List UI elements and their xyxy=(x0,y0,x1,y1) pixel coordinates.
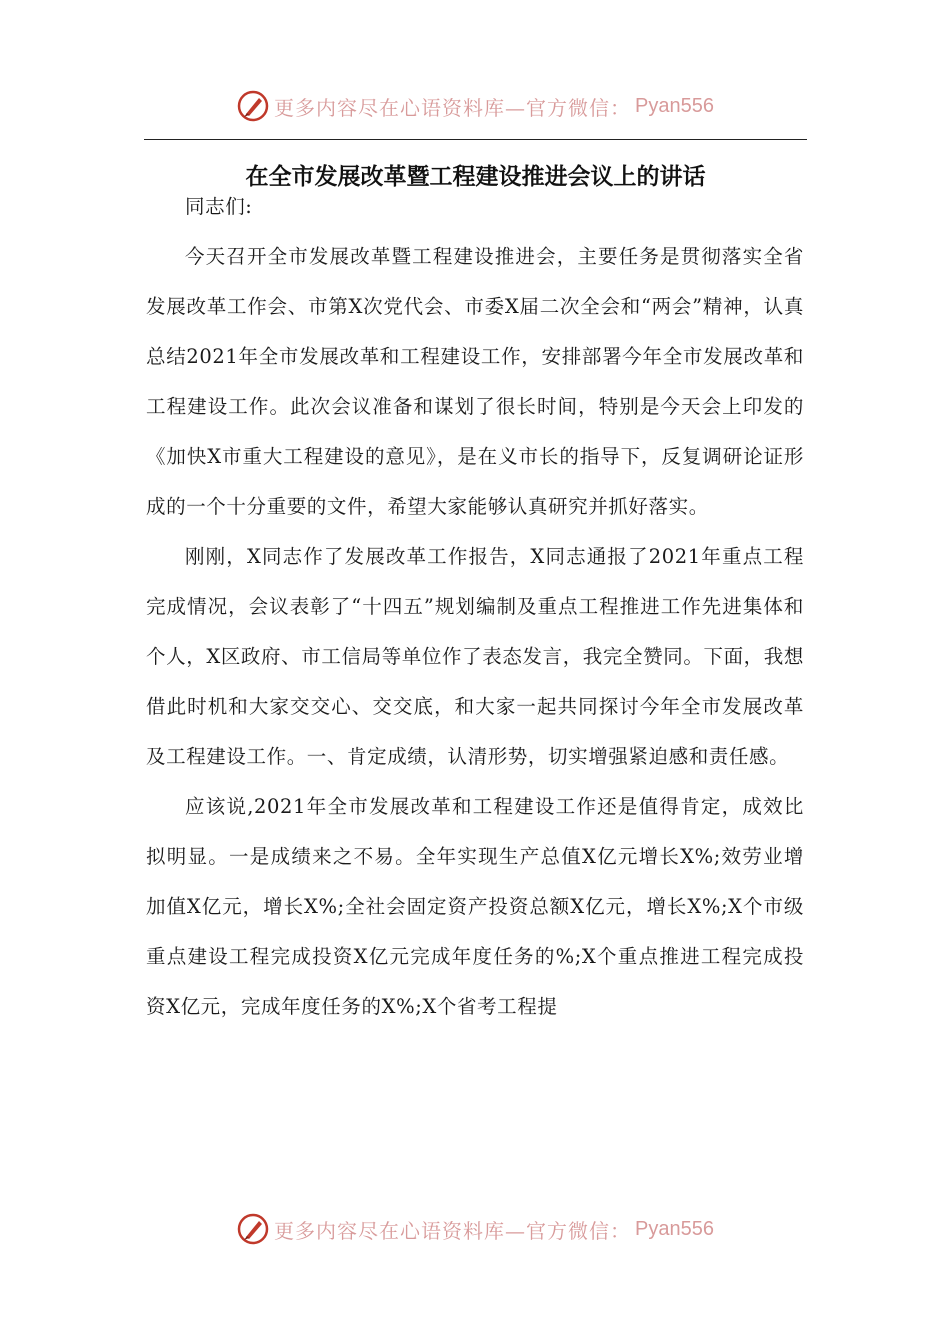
header-divider xyxy=(144,139,807,140)
document-body xyxy=(146,182,804,1032)
watermark-text: 更多内容尽在心语资料库—官方微信： xyxy=(274,95,632,120)
watermark-handle: Pyan556 xyxy=(635,94,714,117)
document-title: 在全市发展改革暨工程建设推进会议上的讲话 xyxy=(245,164,706,190)
paragraph: 今天召开全市发展改革暨工程建设推进会，主要任务是贯彻落实全省发展改革工作会、市第X次党代会、市委X届二次全会和“两会”精神，认真总结2021年全市发展改革和工程建设工作，安排部署今年全市发展改革和工程建设工作。此次会议准备和谋划了很长时间，特别是今天会上印发的《加快X市重大工程建设的意见》，是在义市长的指导下，反复调研论证形成的一个十分重要的文件，希望大家能够认真研究并抓好落实。 xyxy=(146,245,804,518)
pen-logo-icon xyxy=(236,89,270,123)
watermark-header xyxy=(0,86,950,126)
paragraph: 应该说,2021年全市发展改革和工程建设工作还是值得肯定，成效比拟明显。一是成绩来之不易。全年实现生产总值X亿元增长X%;效劳业增加值X亿元，增长X%;全社会固定资产投资总额X亿元，增长X%;X个市级重点建设工程完成投资X亿元完成年度任务的%;X个重点推进工程完成投资X亿元，完成年度任务的X%;X个省考工程提 xyxy=(146,795,804,1018)
watermark-text: 更多内容尽在心语资料库—官方微信： xyxy=(274,1218,632,1243)
pen-logo-icon xyxy=(236,1212,270,1246)
greeting: 同志们: xyxy=(185,195,253,218)
watermark-handle: Pyan556 xyxy=(635,1217,714,1240)
watermark-footer xyxy=(0,1209,950,1249)
paragraph: 刚刚，X同志作了发展改革工作报告，X同志通报了2021年重点工程完成情况，会议表彰了“十四五”规划编制及重点工程推进工作先进集体和个人，X区政府、市工信局等单位作了表态发言，我完全赞同。下面，我想借此时机和大家交交心、交交底，和大家一起共同探讨今年全市发展改革及工程建设工作。一、肯定成绩，认清形势，切实增强紧迫感和责任感。 xyxy=(146,545,804,768)
